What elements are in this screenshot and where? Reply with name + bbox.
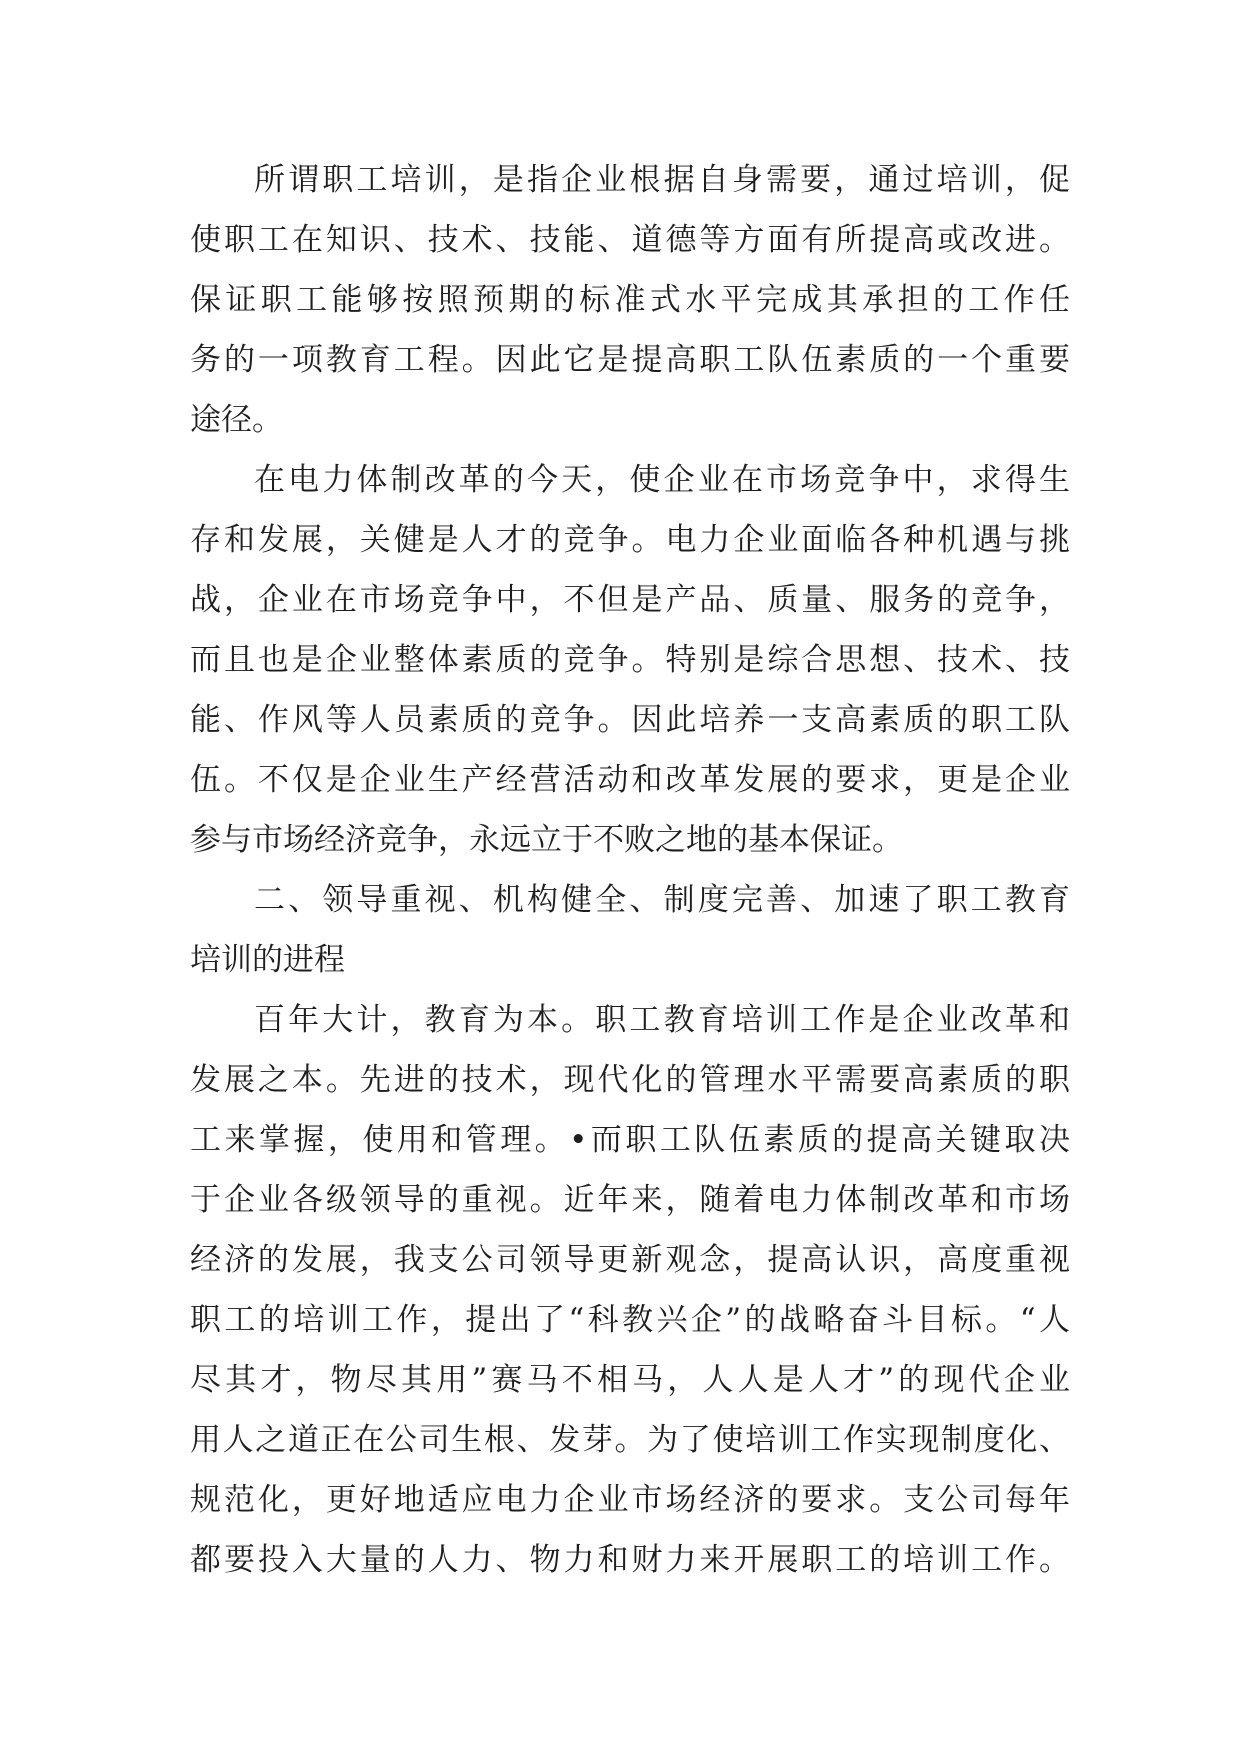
text-line: 经济的发展，我支公司领导更新观念，提高认识，高度重视	[190, 1242, 1070, 1278]
text-line: 所谓职工培训，是指企业根据自身需要，通过培训，促	[254, 162, 1070, 198]
text-line: 发展之本。先进的技术，现代化的管理水平需要高素质的职	[190, 1062, 1070, 1098]
text-line: 战，企业在市场竞争中，不但是产品、质量、服务的竞争，	[190, 582, 1070, 618]
text-line: 参与市场经济竞争，永远立于不败之地的基本保证。	[190, 822, 903, 858]
text-line: 而且也是企业整体素质的竞争。特别是综合思想、技术、技	[190, 642, 1070, 678]
text-line: 用人之道正在公司生根、发芽。为了使培训工作实现制度化、	[190, 1422, 1070, 1458]
text-line: 都要投入大量的人力、物力和财力来开展职工的培训工作。	[190, 1542, 1070, 1578]
text-line: 于企业各级领导的重视。近年来，随着电力体制改革和市场	[190, 1182, 1070, 1218]
text-line: 伍。不仅是企业生产经营活动和改革发展的要求，更是企业	[190, 762, 1070, 798]
text-line: 二、领导重视、机构健全、制度完善、加速了职工教育	[254, 882, 1070, 918]
text-line: 百年大计，教育为本。职工教育培训工作是企业改革和	[254, 1002, 1070, 1038]
text-line: 职工的培训工作，提出了“科教兴企”的战略奋斗目标。“人	[190, 1302, 1070, 1338]
text-line: 在电力体制改革的今天，使企业在市场竞争中，求得生	[254, 462, 1070, 498]
document-page	[190, 150, 1070, 1590]
paragraph-power-reform	[190, 450, 1070, 870]
text-line: 规范化，更好地适应电力企业市场经济的要求。支公司每年	[190, 1482, 1070, 1518]
text-line: 能、作风等人员素质的竞争。因此培养一支高素质的职工队	[190, 702, 1070, 738]
text-line: 培训的进程	[190, 942, 345, 978]
text-line: 尽其才，物尽其用”赛马不相马，人人是人才”的现代企业	[190, 1362, 1070, 1398]
text-line: 务的一项教育工程。因此它是提高职工队伍素质的一个重要	[190, 342, 1070, 378]
text-line: 途径。	[190, 402, 283, 438]
text-line: 工来掌握，使用和管理。•而职工队伍素质的提高关键取决	[190, 1122, 1070, 1158]
text-line: 使职工在知识、技术、技能、道德等方面有所提高或改进。	[190, 222, 1070, 258]
section-heading	[190, 870, 1070, 990]
paragraph-education-foundation	[190, 990, 1070, 1590]
text-line: 存和发展，关健是人才的竞争。电力企业面临各种机遇与挑	[190, 522, 1070, 558]
paragraph-training-definition	[190, 150, 1070, 450]
text-line: 保证职工能够按照预期的标准式水平完成其承担的工作任	[190, 282, 1070, 318]
